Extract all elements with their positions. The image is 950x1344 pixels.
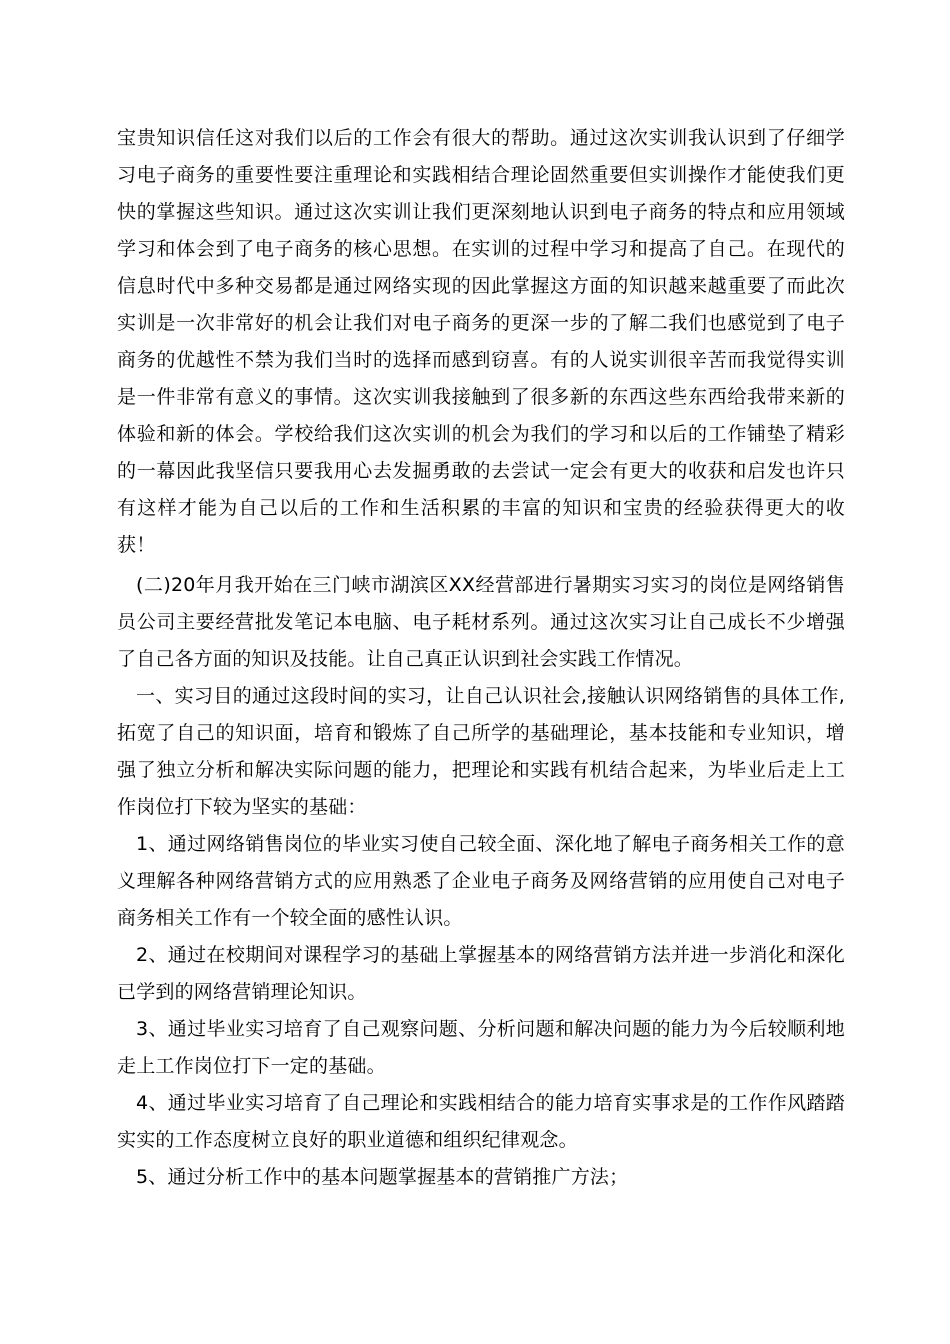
list-item-goal-2: 2、通过在校期间对课程学习的基础上掌握基本的网络营销方法并进一步消化和深化已学到的网络营销理论知识。 [117, 944, 845, 1003]
list-item-goal-5: 5、通过分析工作中的基本问题掌握基本的营销推广方法； [136, 1166, 629, 1188]
paragraph-internship-purpose: 一、实习目的通过这段时间的实习，让自己认识社会,接触认识网络销售的具体工作,拓宽了自己的知识面，培育和锻炼了自己所学的基础理论，基本技能和专业知识，增强了独立分析和解决实际问题的能力，把理论和实践有机结合起来，为毕业后走上工作岗位打下较为坚实的基础： [117, 685, 845, 818]
list-item-goal-1: 1、通过网络销售岗位的毕业实习使自己较全面、深化地了解电子商务相关工作的意义理解各种网络营销方式的应用熟悉了企业电子商务及网络营销的应用使自己对电子商务相关工作有一个较全面的感性认识。 [117, 833, 845, 929]
list-item-goal-3: 3、通过毕业实习培育了自己观察问题、分析问题和解决问题的能力为今后较顺利地走上工作岗位打下一定的基础。 [117, 1018, 845, 1077]
paragraph-summer-internship-intro: (二)20年月我开始在三门峡市湖滨区XX经营部进行暑期实习实习的岗位是网络销售员公司主要经营批发笔记本电脑、电子耗材系列。通过这次实习让自己成长不少增强了自己各方面的知识及技能。让自己真正认识到社会实践工作情况。 [117, 574, 845, 670]
paragraph-internship-reflection: 宝贵知识信任这对我们以后的工作会有很大的帮助。通过这次实训我认识到了仔细学习电子商务的重要性要注重理论和实践相结合理论固然重要但实训操作才能使我们更快的掌握这些知识。通过这次实训让我们更深刻地认识到电子商务的特点和应用领域学习和体会到了电子商务的核心思想。在实训的过程中学习和提高了自己。在现代的信息时代中多种交易都是通过网络实现的因此掌握这方面的知识越来越重要了而此次实训是一次非常好的机会让我们对电子商务的更深一步的了解二我们也感觉到了电子商务的优越性不禁为我们当时的选择而感到窃喜。有的人说实训很辛苦而我觉得实训是一件非常有意义的事情。这次实训我接触到了很多新的东西这些东西给我带来新的体验和新的体会。学校给我们这次实训的机会为我们的学习和以后的工作铺垫了精彩的一幕因此我坚信只要我用心去发掘勇敢的去尝试一定会有更大的收获和启发也许只有这样才能为自己以后的工作和生活积累的丰富的知识和宝贵的经验获得更大的收获！ [117, 127, 845, 556]
list-item-goal-4: 4、通过毕业实习培育了自己理论和实践相结合的能力培育实事求是的工作作风踏踏实实的工作态度树立良好的职业道德和组织纪律观念。 [117, 1092, 845, 1151]
